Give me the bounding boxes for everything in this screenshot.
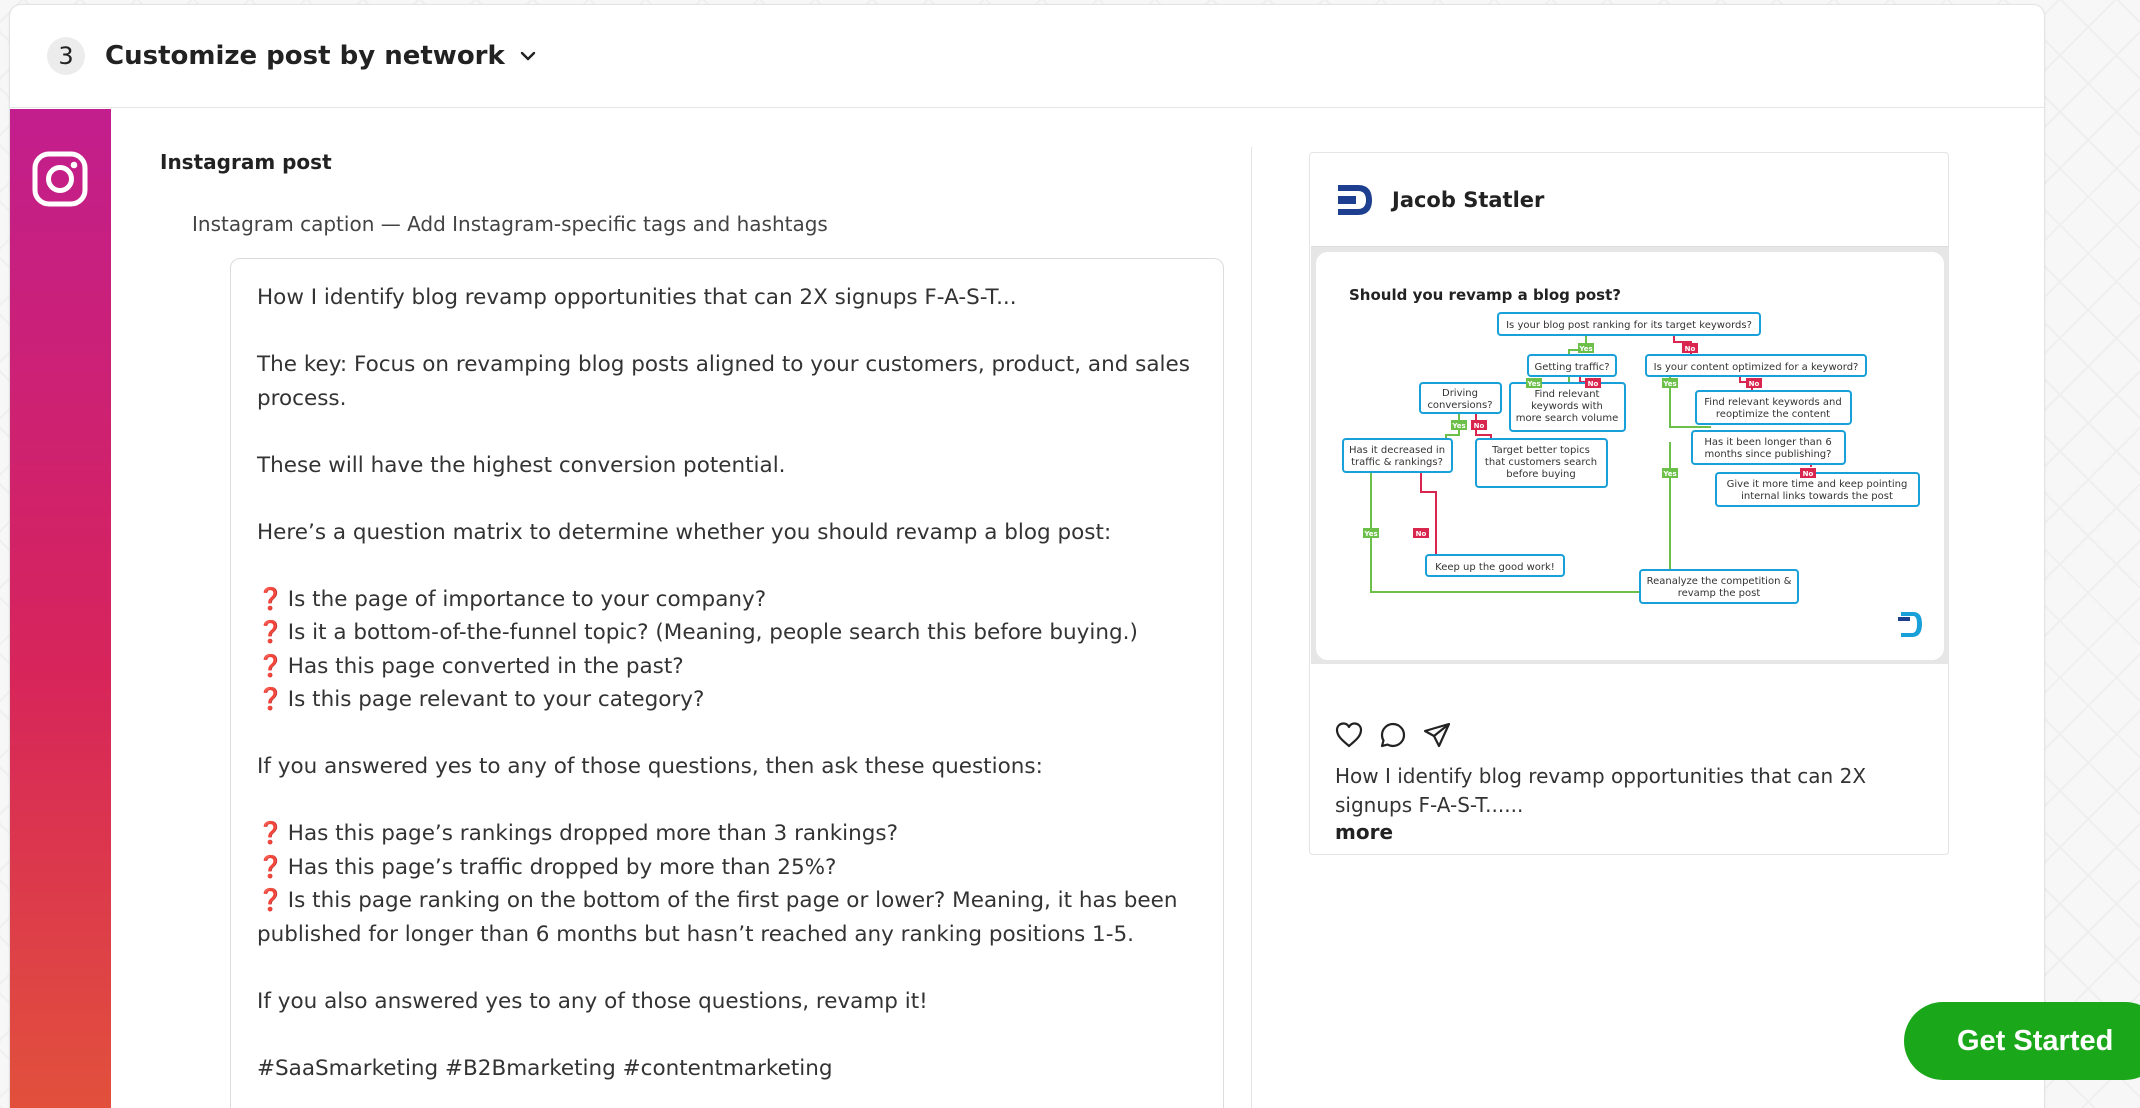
- preview-image: [1311, 246, 1949, 664]
- caption-line: [257, 348, 1197, 415]
- node-root: Is your blog post ranking for its target keywords?: [1506, 319, 1752, 331]
- caption-line-text: If you also answered yes to any of those questions, revamp it!: [257, 988, 928, 1014]
- caption-line-text: Is it a bottom-of-the-funnel topic? (Meaning, people search this before buying.): [287, 620, 1138, 645]
- caption-line: [257, 281, 1197, 315]
- yes-tag: Yes: [1527, 379, 1541, 388]
- instagram-preview: [1309, 152, 1949, 855]
- send-icon[interactable]: [1422, 720, 1452, 750]
- node-longer-2: months since publishing?: [1704, 448, 1832, 460]
- caption-line-text: Is the page of importance to your company?: [287, 586, 767, 612]
- yes-tag: Yes: [1364, 529, 1378, 538]
- caption-line: [257, 717, 1197, 751]
- question-mark-icon: ❓: [257, 653, 284, 679]
- preview-header: [1310, 153, 1948, 246]
- caption-line-text: These will have the highest conversion potential.: [257, 452, 786, 478]
- caption-line: [257, 616, 1197, 650]
- caption-label: Instagram caption — Add Instagram-specific tags and hashtags: [192, 212, 828, 236]
- caption-line-text: The key: Focus on revamping blog posts aligned to your customers, product, and sales process.: [257, 352, 1190, 411]
- heart-icon[interactable]: [1334, 720, 1364, 750]
- question-mark-icon: ❓: [257, 854, 284, 880]
- caption-line-text: #SaaSmarketing #B2Bmarketing #contentmarketing: [257, 1055, 833, 1081]
- node-target-3: before buying: [1506, 468, 1576, 480]
- customize-step-card: [9, 4, 2045, 1108]
- preview-action-bar: [1334, 720, 1452, 750]
- caption-line: [257, 750, 1197, 784]
- node-driving-2: conversions?: [1427, 399, 1493, 411]
- caption-line: [257, 683, 1197, 717]
- node-longer-1: Has it been longer than 6: [1704, 436, 1832, 448]
- caption-line-text: How I identify blog revamp opportunities that can 2X signups F-A-S-T...: [257, 285, 1017, 310]
- network-rail: [10, 109, 111, 1108]
- caption-line: [257, 415, 1197, 449]
- preview-more-link[interactable]: more: [1335, 820, 1394, 844]
- yes-tag: Yes: [1663, 469, 1677, 478]
- caption-line: [257, 482, 1197, 516]
- node-target-1: Target better topics: [1492, 444, 1590, 456]
- question-mark-icon: ❓: [257, 586, 284, 612]
- sd-logo-icon: [1334, 179, 1376, 221]
- flowchart-image: [1316, 252, 1944, 660]
- chevron-down-icon[interactable]: [519, 47, 537, 65]
- caption-line: [257, 315, 1197, 349]
- no-tag: No: [1415, 529, 1427, 538]
- comment-icon[interactable]: [1378, 720, 1408, 750]
- question-mark-icon: ❓: [257, 888, 284, 913]
- node-traffic: Getting traffic?: [1534, 361, 1610, 373]
- caption-line-text: If you answered yes to any of those questions, then ask these questions:: [257, 754, 1043, 779]
- preview-caption: How I identify blog revamp opportunities that can 2X signups F-A-S-T......: [1335, 764, 1867, 817]
- node-decreased-1: Has it decreased in: [1348, 444, 1446, 456]
- node-find-1c: more search volume: [1515, 412, 1619, 424]
- node-find-1a: Find relevant: [1534, 388, 1600, 400]
- caption-line-text: Is this page relevant to your category?: [287, 687, 705, 712]
- node-give-2: internal links towards the post: [1741, 490, 1893, 502]
- question-mark-icon: ❓: [257, 687, 284, 712]
- question-mark-icon: ❓: [257, 821, 284, 846]
- network-section: [10, 109, 2044, 1108]
- step-title: Customize post by network: [105, 41, 505, 71]
- caption-line: [257, 784, 1197, 818]
- no-tag: No: [1684, 344, 1696, 353]
- node-driving-1: Driving: [1442, 387, 1478, 399]
- no-tag: No: [1802, 469, 1814, 478]
- caption-line: [257, 650, 1197, 684]
- caption-line-text: Here’s a question matrix to determine whether you should revamp a blog post:: [257, 519, 1112, 545]
- caption-line: [257, 1018, 1197, 1052]
- flowchart-title: Should you revamp a blog post?: [1349, 285, 1621, 304]
- no-tag: No: [1473, 421, 1485, 430]
- node-find-2a: Find relevant keywords and: [1704, 396, 1842, 408]
- caption-line: [257, 583, 1197, 617]
- node-decreased-2: traffic & rankings?: [1351, 456, 1443, 468]
- preview-author-name: Jacob Statler: [1392, 187, 1545, 212]
- caption-line-text: Has this page’s traffic dropped by more than 25%?: [287, 854, 837, 880]
- step-number-badge: 3: [47, 37, 85, 75]
- caption-line: [257, 985, 1197, 1019]
- caption-line: [257, 449, 1197, 483]
- caption-line: [257, 549, 1197, 583]
- node-reanalyze-2: revamp the post: [1677, 587, 1761, 599]
- caption-line: [257, 516, 1197, 550]
- column-divider: [1251, 147, 1252, 1108]
- node-optimized: Is your content optimized for a keyword?: [1653, 361, 1859, 373]
- caption-textarea[interactable]: [230, 258, 1224, 1108]
- caption-line: [257, 951, 1197, 985]
- caption-line-text: Is this page ranking on the bottom of the first page or lower? Meaning, it has been published for longer than 6 months but hasn’t reached any ranking positions 1-5.: [257, 888, 1178, 947]
- no-tag: No: [1587, 379, 1599, 388]
- step-header[interactable]: [10, 5, 2044, 108]
- post-type-label: Instagram post: [160, 150, 332, 174]
- question-mark-icon: ❓: [257, 620, 284, 645]
- editor-column: [111, 109, 1261, 1108]
- get-started-button[interactable]: Get Started: [1904, 1002, 2140, 1080]
- node-find-2b: reoptimize the content: [1715, 408, 1831, 420]
- yes-tag: Yes: [1579, 344, 1593, 353]
- caption-line-text: Has this page converted in the past?: [287, 653, 684, 679]
- caption-line: [257, 817, 1197, 851]
- node-target-2: that customers search: [1484, 456, 1598, 468]
- node-good: Keep up the good work!: [1435, 561, 1555, 573]
- yes-tag: Yes: [1452, 421, 1466, 430]
- caption-line-text: Has this page’s rankings dropped more than 3 rankings?: [287, 821, 899, 846]
- instagram-icon: [31, 150, 89, 208]
- yes-tag: Yes: [1663, 379, 1677, 388]
- node-reanalyze-1: Reanalyze the competition &: [1646, 575, 1792, 587]
- caption-line: [257, 1052, 1197, 1086]
- node-give-1: Give it more time and keep pointing: [1726, 478, 1908, 490]
- no-tag: No: [1748, 379, 1760, 388]
- node-find-1b: keywords with: [1531, 400, 1603, 412]
- caption-line: [257, 884, 1197, 951]
- caption-line: [257, 851, 1197, 885]
